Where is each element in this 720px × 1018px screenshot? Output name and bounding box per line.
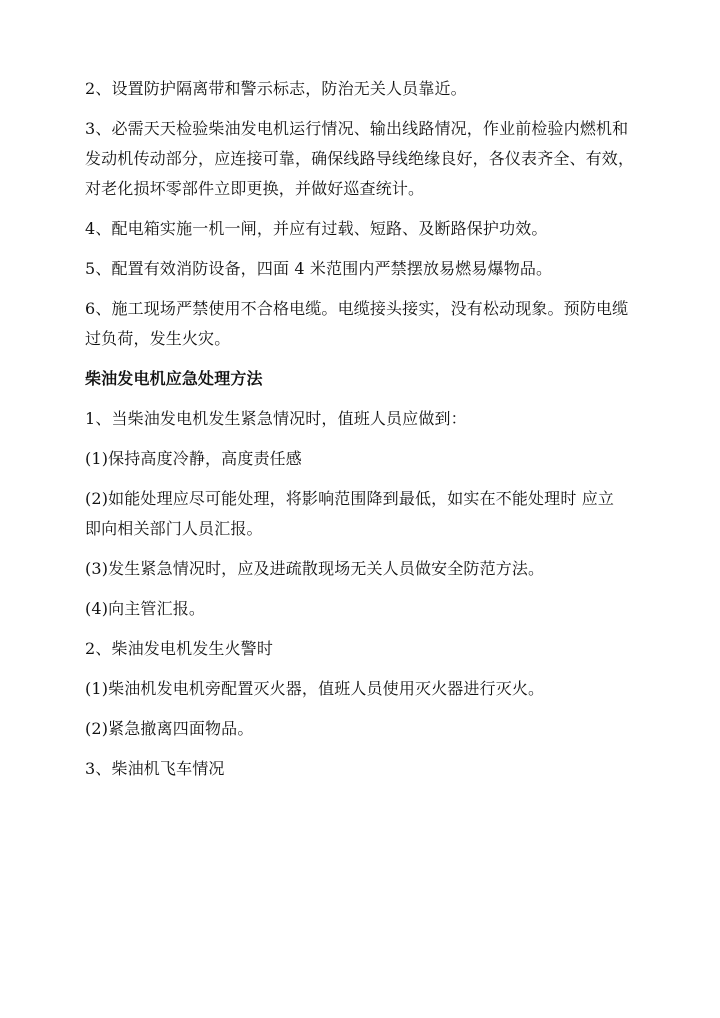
paragraph [85, 754, 685, 784]
text-line: 2、设置防护隔离带和警示标志，防治无关人员靠近。 [85, 79, 467, 98]
paragraph [85, 594, 685, 624]
document-body [85, 74, 685, 794]
text-line: 即向相关部门人员汇报。 [85, 519, 263, 538]
text-line: 对老化损坏零部件立即更换，并做好巡查统计。 [85, 179, 425, 198]
paragraph [85, 254, 685, 284]
text-line: (1)保持高度冷静，高度责任感 [85, 449, 302, 468]
text-line: 3、柴油机飞车情况 [85, 759, 225, 778]
text-line: 2、柴油发电机发生火警时 [85, 639, 273, 658]
text-line: (3)发生紧急情况时，应及进疏散现场无关人员做安全防范方法。 [85, 559, 545, 578]
paragraph [85, 404, 685, 434]
text-line: 4、配电箱实施一机一闸，并应有过载、短路、及断路保护功效。 [85, 219, 548, 238]
paragraph [85, 634, 685, 664]
paragraph [85, 214, 685, 244]
paragraph [85, 554, 685, 584]
text-line: (1)柴油机发电机旁配置灭火器，值班人员使用灭火器进行灭火。 [85, 679, 545, 698]
paragraph [85, 74, 685, 104]
text-line: 1、当柴油发电机发生紧急情况时，值班人员应做到： [85, 409, 467, 428]
text-line: 3、必需天天检验柴油发电机运行情况、输出线路情况，作业前检验内燃机和 [85, 119, 629, 138]
heading-text: 柴油发电机应急处理方法 [85, 369, 263, 388]
text-line: 5、配置有效消防设备，四面 4 米范围内严禁摆放易燃易爆物品。 [85, 259, 553, 278]
text-line: 6、施工现场严禁使用不合格电缆。电缆接头接实，没有松动现象。预防电缆 [85, 299, 629, 318]
text-line: (4)向主管汇报。 [85, 599, 206, 618]
text-line: (2)紧急撤离四面物品。 [85, 719, 254, 738]
paragraph [85, 294, 685, 354]
paragraph [85, 114, 685, 204]
paragraph [85, 674, 685, 704]
section-heading [85, 364, 685, 394]
paragraph [85, 714, 685, 744]
paragraph [85, 484, 685, 544]
paragraph [85, 444, 685, 474]
text-line: (2)如能处理应尽可能处理，将影响范围降到最低，如实在不能处理时 应立 [85, 489, 615, 508]
text-line: 发动机传动部分，应连接可靠，确保线路导线绝缘良好，各仪表齐全、有效， [85, 149, 635, 168]
text-line: 过负荷，发生火灾。 [85, 329, 231, 348]
